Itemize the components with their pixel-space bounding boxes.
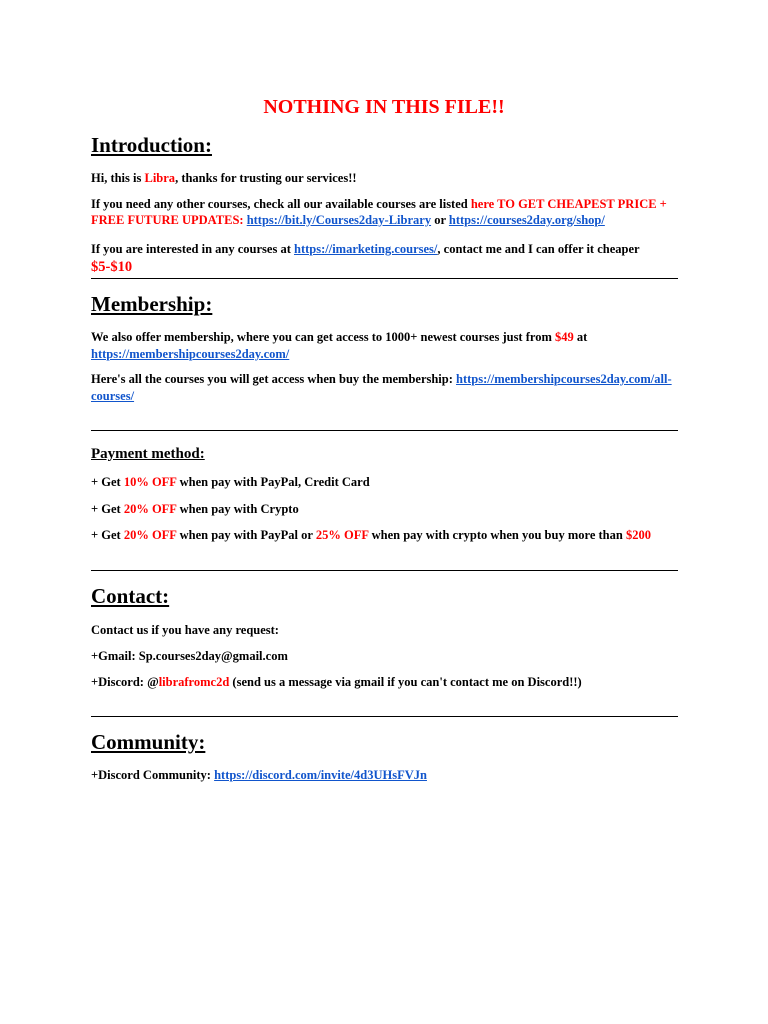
community-heading: Community: — [91, 730, 206, 754]
intro-greeting-text-a: Hi, this is — [91, 171, 145, 185]
intro-or-text: or — [431, 213, 449, 227]
minimum-spend: $200 — [625, 528, 651, 542]
discord-invite-link[interactable]: https://discord.com/invite/4d3UHsFVJn — [214, 768, 427, 782]
divider — [91, 570, 678, 571]
payment-item — [91, 474, 678, 490]
discount-badge: 25% OFF — [315, 528, 369, 542]
payment-item — [91, 527, 678, 543]
name-libra: Libra — [144, 171, 176, 185]
price-range: $5-$10 — [91, 259, 133, 275]
contact-discord — [91, 674, 678, 690]
discord-handle: librafromc2d — [158, 675, 230, 689]
membership-offer-paragraph — [91, 329, 678, 363]
intro-greeting-text-b: , thanks for trusting our services!! — [175, 171, 357, 185]
community-discord-label: +Discord Community: — [91, 768, 215, 782]
payment-item-text: when pay with PayPal, Credit Card — [176, 475, 370, 489]
membership-link[interactable]: https://membershipcourses2day.com/ — [91, 347, 290, 361]
membership-heading: Membership: — [91, 292, 213, 316]
page-title: NOTHING IN THIS FILE!! — [263, 96, 505, 118]
payment-method-heading: Payment method: — [91, 446, 205, 462]
intro-imarketing-text-b: , contact me and I can offer it cheaper — [437, 242, 640, 256]
payment-item-prefix: + Get — [91, 528, 124, 542]
cheapest-price-callout: here TO GET CHEAPEST PRICE + FREE FUTURE UPDATES: — [91, 197, 667, 227]
payment-item-text: when pay with PayPal or — [176, 528, 316, 542]
discount-badge: 10% OFF — [123, 475, 177, 489]
intro-greeting — [91, 170, 678, 186]
courses-library-link[interactable]: https://bit.ly/Courses2day-Library — [246, 213, 432, 227]
intro-courses-text: If you need any other courses, check all our available courses are listed — [91, 197, 471, 211]
intro-imarketing-text-a: If you are interested in any courses at — [91, 242, 294, 256]
discount-badge: 20% OFF — [123, 528, 177, 542]
community-discord — [91, 767, 678, 783]
contact-discord-note: (send us a message via gmail if you can't contact me on Discord!!) — [229, 675, 582, 689]
membership-offer-text-a: We also offer membership, where you can get access to 1000+ newest courses just from — [91, 330, 555, 344]
courses-shop-link[interactable]: https://courses2day.org/shop/ — [448, 213, 605, 227]
membership-courses-paragraph — [91, 371, 678, 405]
divider — [91, 716, 678, 717]
divider — [91, 278, 678, 279]
payment-item-text: when pay with crypto when you buy more than — [368, 528, 626, 542]
discount-badge: 20% OFF — [123, 502, 177, 516]
membership-all-courses-link[interactable]: https://membershipcourses2day.com/all-courses/ — [91, 372, 672, 403]
payment-item-text: when pay with Crypto — [176, 502, 299, 516]
divider — [91, 430, 678, 431]
payment-item-prefix: + Get — [91, 502, 124, 516]
payment-item-prefix: + Get — [91, 475, 124, 489]
contact-gmail: +Gmail: Sp.courses2day@gmail.com — [91, 649, 288, 663]
imarketing-link[interactable]: https://imarketing.courses/ — [294, 242, 438, 256]
introduction-heading: Introduction: — [91, 133, 212, 157]
membership-offer-text-b: at — [573, 330, 588, 344]
intro-courses-paragraph — [91, 196, 678, 228]
contact-discord-prefix: +Discord: @ — [91, 675, 159, 689]
contact-heading: Contact: — [91, 584, 170, 608]
membership-price: $49 — [555, 330, 574, 344]
membership-courses-text: Here's all the courses you will get access when buy the membership: — [91, 372, 457, 386]
contact-intro: Contact us if you have any request: — [91, 623, 279, 637]
payment-item — [91, 501, 678, 517]
intro-imarketing-paragraph — [91, 240, 678, 276]
